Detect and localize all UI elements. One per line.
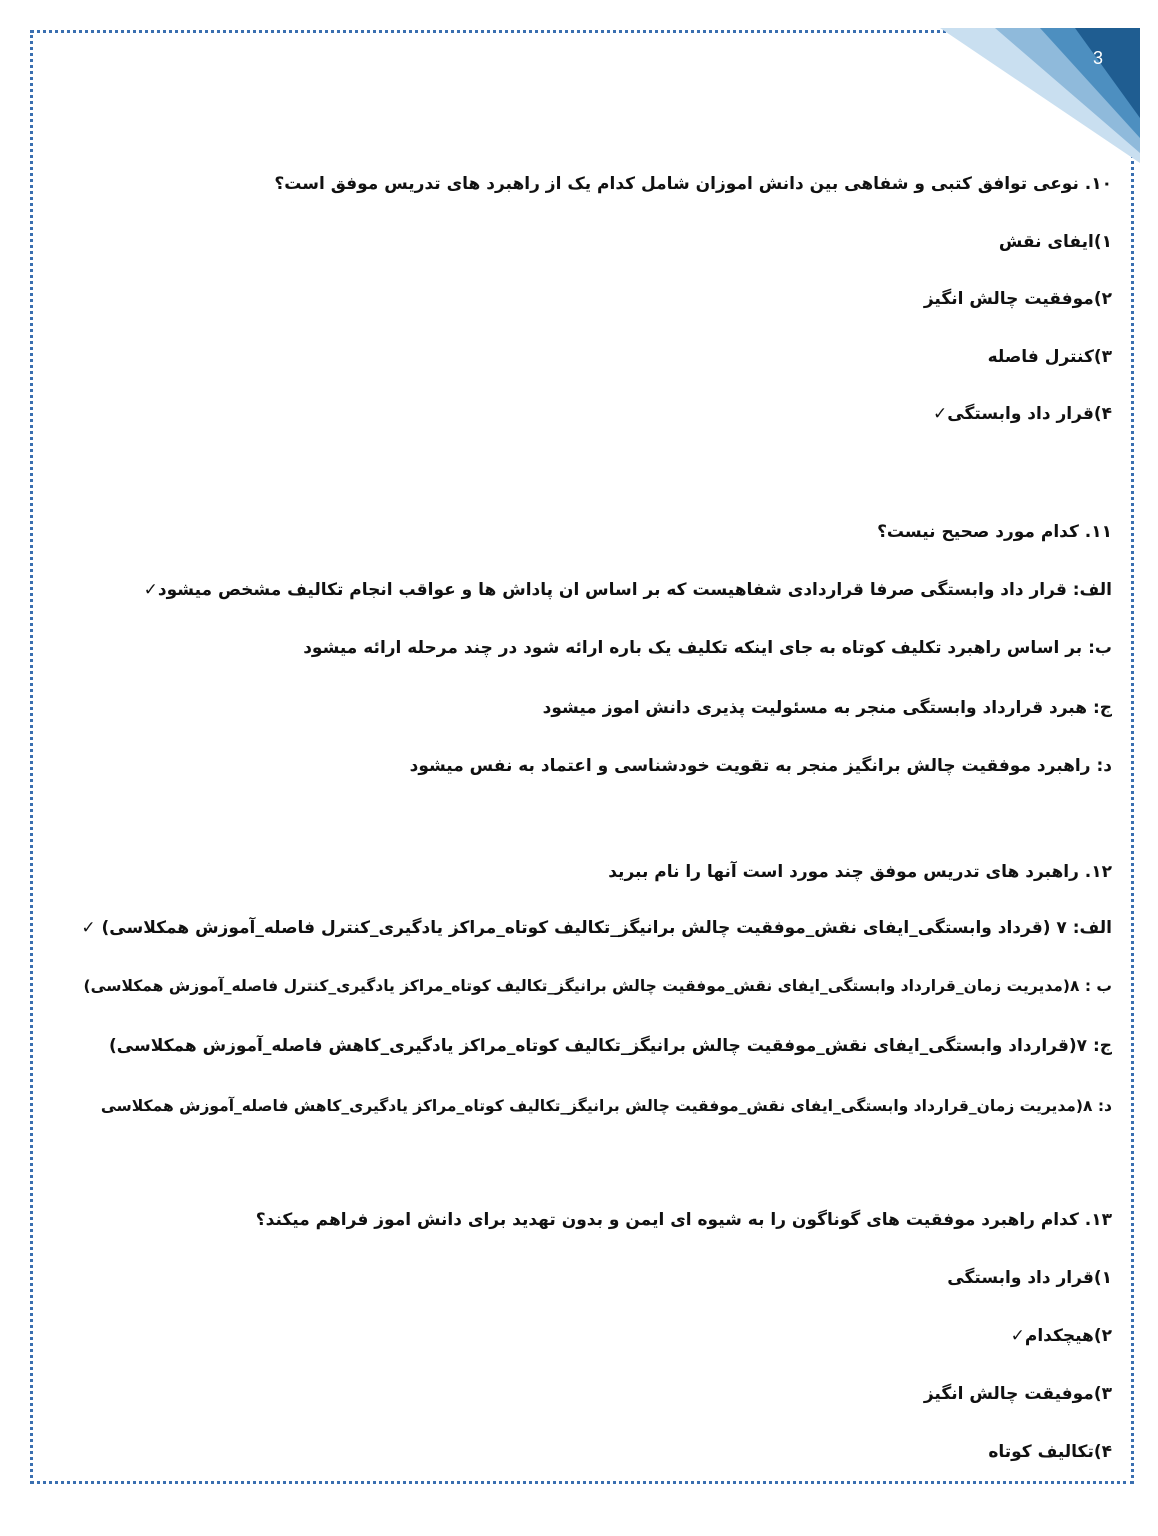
q10-option-3: ۳)کنترل فاصله (987, 347, 1112, 367)
question-12: ۱۲. راهبرد های تدریس موفق چند مورد است آنها را نام ببرید (608, 862, 1112, 882)
q13-option-2: ۲)هیچکدام✓ (1010, 1326, 1112, 1346)
q11-option-c: ج: هبرد قرارداد وابستگی منجر به مسئولیت پذیری دانش اموز میشود (542, 698, 1112, 718)
q12-option-b: ب : ۸(مدیریت زمان_قرارداد وابستگی_ایفای نقش_موفقیت چالش برانیگز_تکالیف کوتاه_مراکز یادگیری_کنترل فاصله_آموزش همکلاسی) (83, 977, 1112, 995)
question-10: ۱۰. نوعی توافق کتبی و شفاهی بین دانش اموزان شامل کدام یک از راهبرد های تدریس موفق است؟ (274, 174, 1112, 194)
q13-option-1: ۱)قرار داد وابستگی (947, 1268, 1112, 1288)
q10-option-4: ۴)قرار داد وابستگی✓ (933, 404, 1112, 424)
q10-option-1: ۱)ایفای نقش (998, 232, 1112, 252)
q11-option-b: ب: بر اساس راهبرد تکلیف کوتاه به جای اینکه تکلیف یک باره ارائه شود در چند مرحله ارائه میشود (303, 638, 1112, 658)
page-number: 3 (1092, 48, 1103, 68)
q13-option-3: ۳)موفیقت چالش انگیز (923, 1384, 1112, 1404)
q12-option-a: الف: ۷ (قرداد وابستگی_ایفای نقش_موفقیت چالش برانیگز_تکالیف کوتاه_مراکز یادگیری_کنترل فاصله_آموزش همکلاسی) ✓ (81, 918, 1112, 938)
q12-option-c: ج: ۷(قرارداد وابستگی_ایفای نقش_موفقیت چالش برانیگز_تکالیف کوتاه_مراکز یادگیری_کاهش فاصله_آموزش همکلاسی) (109, 1036, 1112, 1056)
q13-option-4: ۴)تکالیف کوتاه (988, 1442, 1112, 1462)
question-11: ۱۱. کدام مورد صحیح نیست؟ (877, 522, 1112, 542)
q10-option-2: ۲)موفقیت چالش انگیز (923, 289, 1112, 309)
q12-option-d: د: ۸(مدیریت زمان_قرارداد وابستگی_ایفای نقش_موفقیت چالش برانیگز_تکالیف کوتاه_مراکز یادگیری_کاهش فاصله_آموزش همکلاسی (100, 1097, 1112, 1115)
q11-option-a: الف: قرار داد وابستگی صرفا قراردادی شفاهیست که بر اساس ان پاداش ها و عواقب انجام تکالیف مشخص میشود✓ (143, 580, 1112, 600)
question-13: ۱۳. کدام راهبرد موفقیت های گوناگون را به شیوه ای ایمن و بدون تهدید برای دانش اموز فراهم میکند؟ (255, 1210, 1112, 1230)
q11-option-d: د: راهبرد موفقیت چالش برانگیز منجر به تقویت خودشناسی و اعتماد به نفس میشود (409, 756, 1112, 776)
